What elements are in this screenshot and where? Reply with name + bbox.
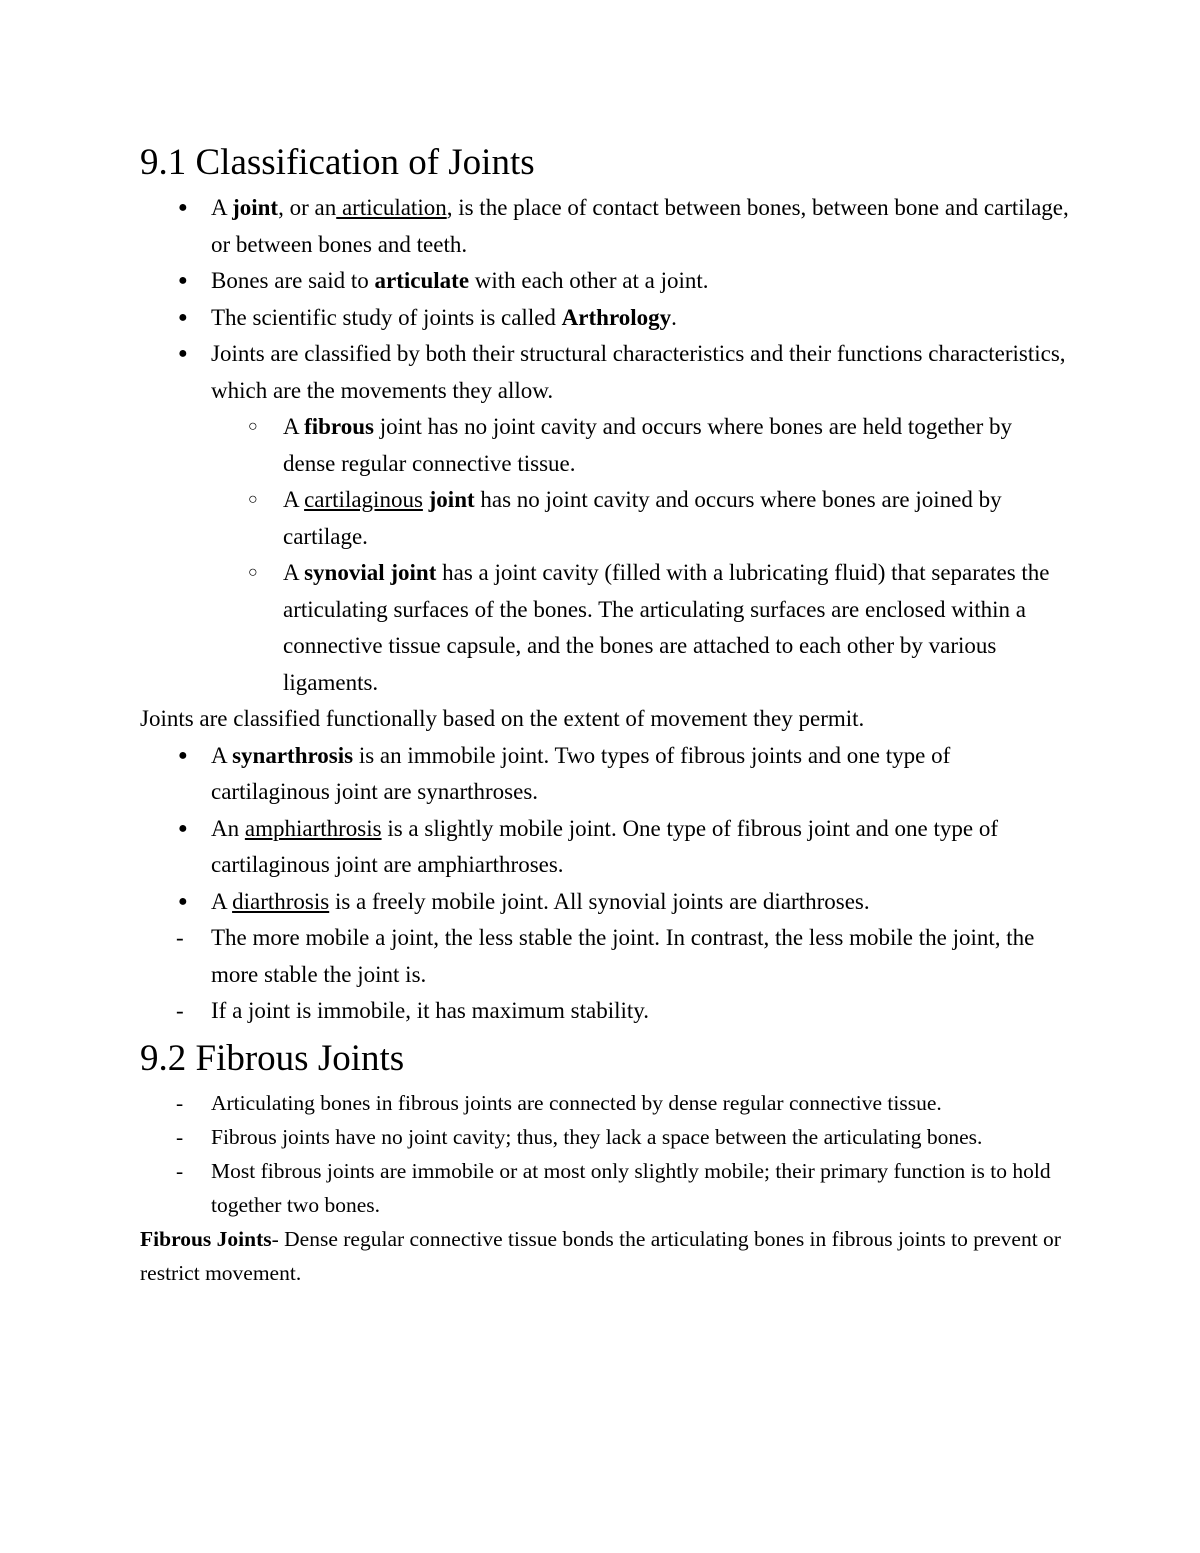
bullet-icon: ● (178, 746, 188, 764)
term-diarthrosis: diarthrosis (232, 888, 330, 914)
term-fibrous: fibrous (304, 414, 374, 439)
term-synovial-joint: synovial joint (304, 560, 437, 585)
list-item: - Fibrous joints have no joint cavity; thus, they lack a space between the articulating bones. (140, 1120, 1070, 1154)
bullet-icon: ● (178, 272, 188, 289)
paragraph-fibrous-joints: Fibrous Joints- Dense regular connective tissue bonds the articulating bones in fibrous joints to prevent or restrict movement. (140, 1226, 1061, 1285)
section-heading-9-2: 9.2 Fibrous Joints (140, 1037, 405, 1079)
term-amphiarthrosis: amphiarthrosis (244, 815, 382, 841)
document-page (140, 140, 1070, 1290)
dash-bullet-icon: - (176, 1158, 184, 1183)
term-joint-bold: joint (428, 487, 475, 512)
list-item: - If a joint is immobile, it has maximum stability. (140, 993, 1070, 1030)
sub-list-item: ○ A synovial joint has a joint cavity (filled with a lubricating fluid) that separates the articulating surfaces of the bones. The articulating surfaces are enclosed within a connective tissue capsule, and the bones are attached to each other by various ligaments. (140, 555, 1070, 701)
paragraph-functional-classification: Joints are classified functionally based on the extent of movement they permit. (140, 706, 865, 731)
term-fibrous-joints: Fibrous Joints (140, 1226, 272, 1251)
section-9-2-body (140, 1086, 1070, 1290)
list-item: - Articulating bones in fibrous joints are connected by dense regular connective tissue. (140, 1086, 1070, 1120)
circle-bullet-icon: ○ (248, 564, 258, 581)
sub-list-item: ○ A cartilaginous joint has no joint cavity and occurs where bones are joined by cartilage. (140, 482, 1070, 555)
dash-bullet-icon: - (176, 998, 184, 1023)
bullet-icon: ● (178, 308, 188, 326)
circle-bullet-icon: ○ (248, 491, 258, 508)
bullet-icon: ● (178, 819, 188, 837)
list-item: ● An amphiarthrosis is a slightly mobile joint. One type of fibrous joint and one type of cartilaginous joint are amphiarthroses. (140, 811, 1070, 884)
list-item: ● Bones are said to articulate with each other at a joint. (140, 263, 1070, 300)
bullet-icon: ● (178, 199, 188, 216)
section-heading-9-1: 9.1 Classification of Joints (140, 142, 535, 183)
list-item: - The more mobile a joint, the less stable the joint. In contrast, the less mobile the joint, the more stable the joint is. (140, 920, 1070, 993)
term-articulation: articulation (336, 195, 447, 220)
list-item: ● A synarthrosis is an immobile joint. Two types of fibrous joints and one type of cartilaginous joint are synarthroses. (140, 738, 1070, 811)
dash-bullet-icon: - (176, 1090, 184, 1115)
list-item: - Most fibrous joints are immobile or at most only slightly mobile; their primary function is to hold together two bones. (140, 1154, 1070, 1222)
list-item: ● A joint, or an articulation, is the place of contact between bones, between bone and cartilage, or between bones and teeth. (140, 190, 1070, 263)
term-arthrology: Arthrology (561, 304, 672, 330)
bullet-icon: ● (178, 892, 188, 910)
term-joint: joint (232, 195, 279, 220)
circle-bullet-icon: ○ (248, 418, 258, 435)
dash-bullet-icon: - (176, 1124, 184, 1149)
list-item: ● A diarthrosis is a freely mobile joint. All synovial joints are diarthroses. (140, 884, 1070, 921)
sub-list-item: ○ A fibrous joint has no joint cavity and occurs where bones are held together by dense regular connective tissue. (140, 409, 1070, 482)
list-item: ● The scientific study of joints is called Arthrology. (140, 300, 1070, 337)
term-synarthrosis: synarthrosis (232, 742, 354, 768)
term-articulate: articulate (374, 268, 470, 293)
list-item: ● Joints are classified by both their structural characteristics and their functions characteristics, which are the movements they allow. (140, 336, 1070, 409)
bullet-icon: ● (178, 345, 188, 362)
term-cartilaginous: cartilaginous (304, 487, 423, 512)
dash-bullet-icon: - (176, 925, 184, 950)
